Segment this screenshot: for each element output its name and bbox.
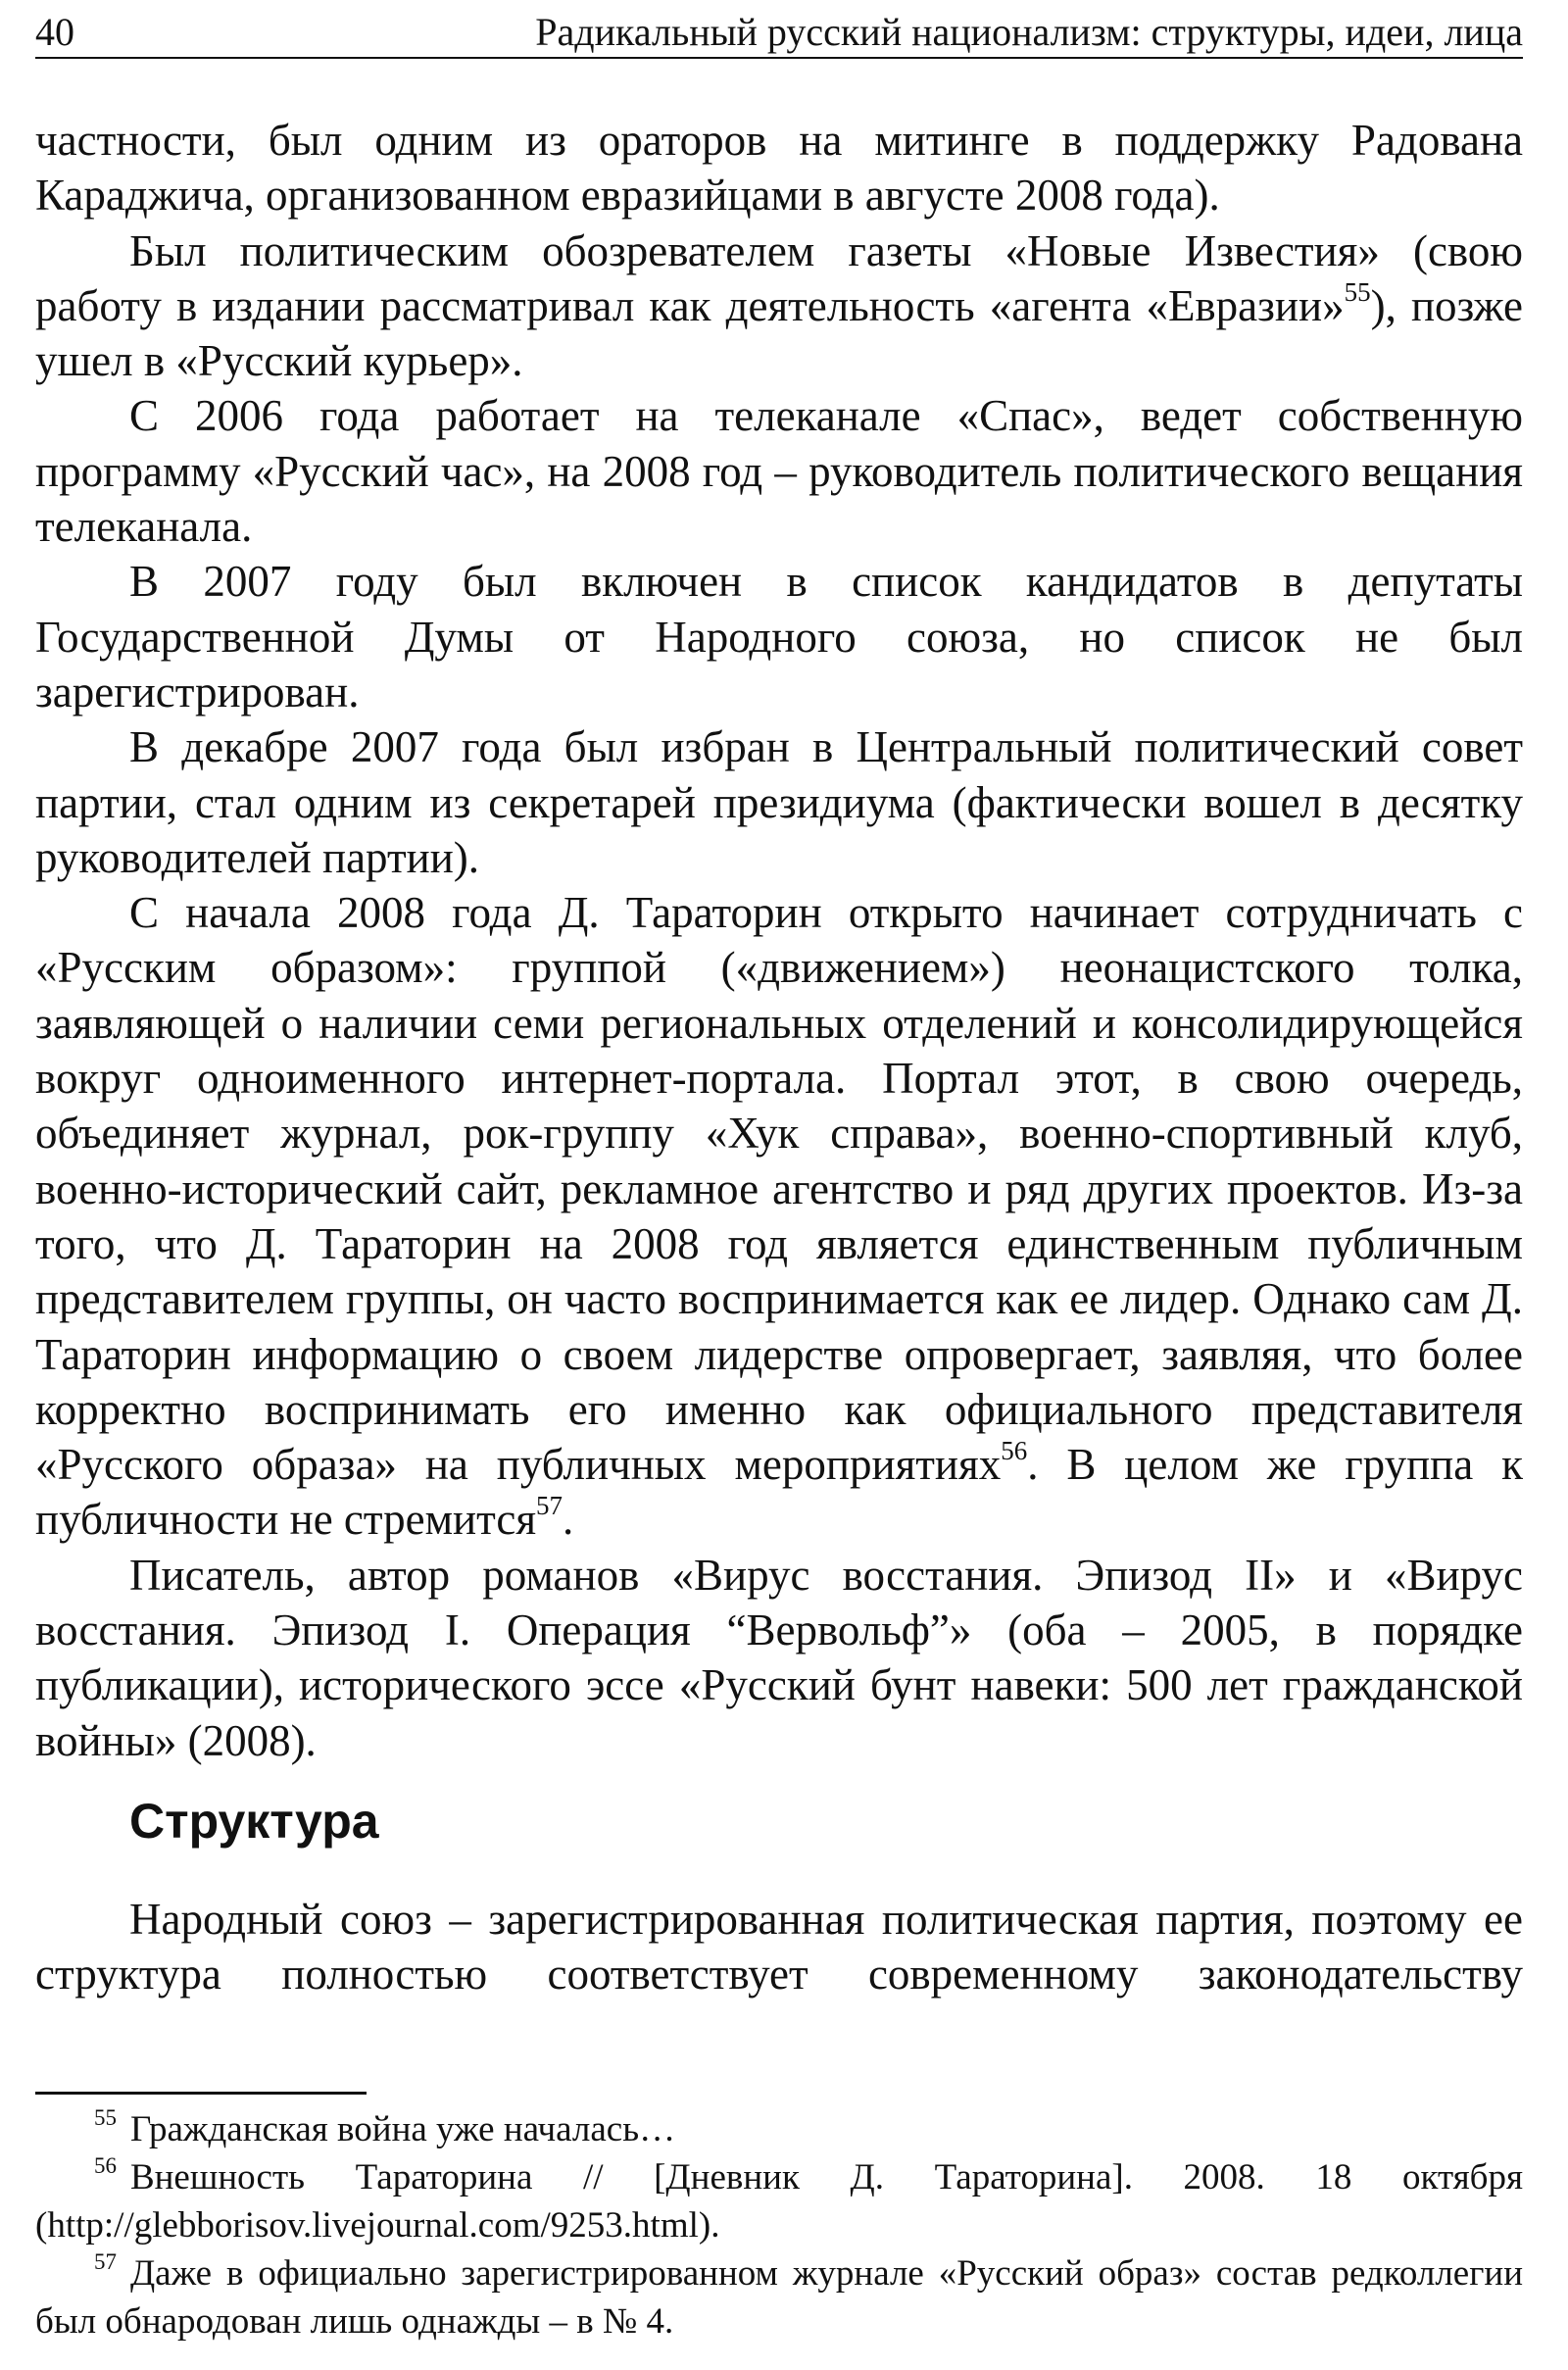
footnote-text: Даже в официально зарегистрированном журнале «Русский образ» состав редколлегии был обнародован лишь однажды – в № 4.	[35, 2253, 1523, 2342]
footnote-ref-55[interactable]: 55	[1344, 276, 1371, 307]
footnote-divider	[35, 2092, 367, 2095]
footnote-number: 56	[94, 2152, 117, 2178]
paragraph-7: Писатель, автор романов «Вирус восстания. Эпизод II» и «Вирус восстания. Эпизод I. Операция “Вервольф”» (оба – 2005, в порядке публикации), исторического эссе «Русский бунт навеки: 500 лет гражданской войны» (2008).	[35, 1550, 1523, 1765]
footnote-ref-56[interactable]: 56	[1001, 1435, 1028, 1465]
page-number: 40	[35, 10, 74, 54]
paragraph-1: частности, был одним из ораторов на митинге в поддержку Радована Караджича, организованном евразийцами в августе 2008 года).	[35, 116, 1523, 221]
footnote-number: 57	[94, 2248, 117, 2274]
paragraph-3: С 2006 года работает на телеканале «Спас», ведет собственную программу «Русский час», на 2008 год – руководитель политического вещания телеканала.	[35, 391, 1523, 552]
footnote-text: Внешность Тараторина // [Дневник Д. Тараторина]. 2008. 18 октября (http://glebborisov.livejournal.com/9253.html).	[35, 2157, 1523, 2246]
running-title: Радикальный русский национализм: структуры, идеи, лица	[535, 10, 1523, 54]
footnote-57	[35, 2249, 1523, 2345]
footnote-56	[35, 2153, 1523, 2249]
section-paragraph-text: Народный союз – зарегистрированная политическая партия, поэтому ее структура полностью соответствует современному законодательству	[35, 1895, 1523, 2000]
footnote-number: 55	[94, 2104, 117, 2130]
paragraph-4: В 2007 году был включен в список кандидатов в депутаты Государственной Думы от Народного союза, но список не был зарегистрирован.	[35, 557, 1523, 716]
paragraph-6-text: С начала 2008 года Д. Тараторин открыто начинает сотрудничать с «Русским образом»: группой («движением») неонацистского толка, заявляющей о наличии семи региональных отделений и консолидирующейся вокруг одноименного интернет-портала. Портал этот, в свою очередь, объединяет журнал, рок-группу «Хук справа», военно-спортивный клуб, военно-исторический сайт, рекламное агентство и ряд других проектов. Из-за того, что Д. Тараторин на 2008 год является единственным публичным представителем группы, он часто воспринимается как ее лидер. Однако сам Д. Тараторин информацию о своем лидерстве опровергает, заявляя, что более корректно воспринимать его именно как официального представителя «Русского образа» на публичных мероприятиях	[35, 888, 1523, 1490]
paragraph-2-tail: ), позже ушел в «Русский курьер».	[35, 280, 1523, 386]
paragraph-6-text-2: . В целом же группа к публичности не стремится	[35, 1440, 1523, 1545]
footnote-text: Гражданская война уже началась…	[129, 2109, 676, 2149]
paragraph-5: В декабре 2007 года был избран в Центральный политический совет партии, стал одним из секретарей президиума (фактически вошел в десятку руководителей партии).	[35, 722, 1523, 882]
footnote-55	[35, 2105, 1523, 2153]
section-text	[35, 1892, 1523, 2057]
section-heading: Структура	[129, 1794, 379, 1849]
paragraph-6-tail: .	[563, 1495, 574, 1545]
paragraph-2	[35, 223, 1523, 389]
paragraph-2-text: Был политическим обозревателем газеты «Новые Известия» (свою работу в издании рассматривал как деятельность «агента «Евразии»	[35, 225, 1523, 330]
footnotes	[35, 2105, 1523, 2345]
footnote-ref-57[interactable]: 57	[536, 1491, 564, 1521]
body-text	[35, 113, 1523, 1768]
paragraph-6	[35, 885, 1523, 1548]
running-header	[35, 8, 1523, 59]
section-paragraph	[35, 1892, 1523, 2057]
